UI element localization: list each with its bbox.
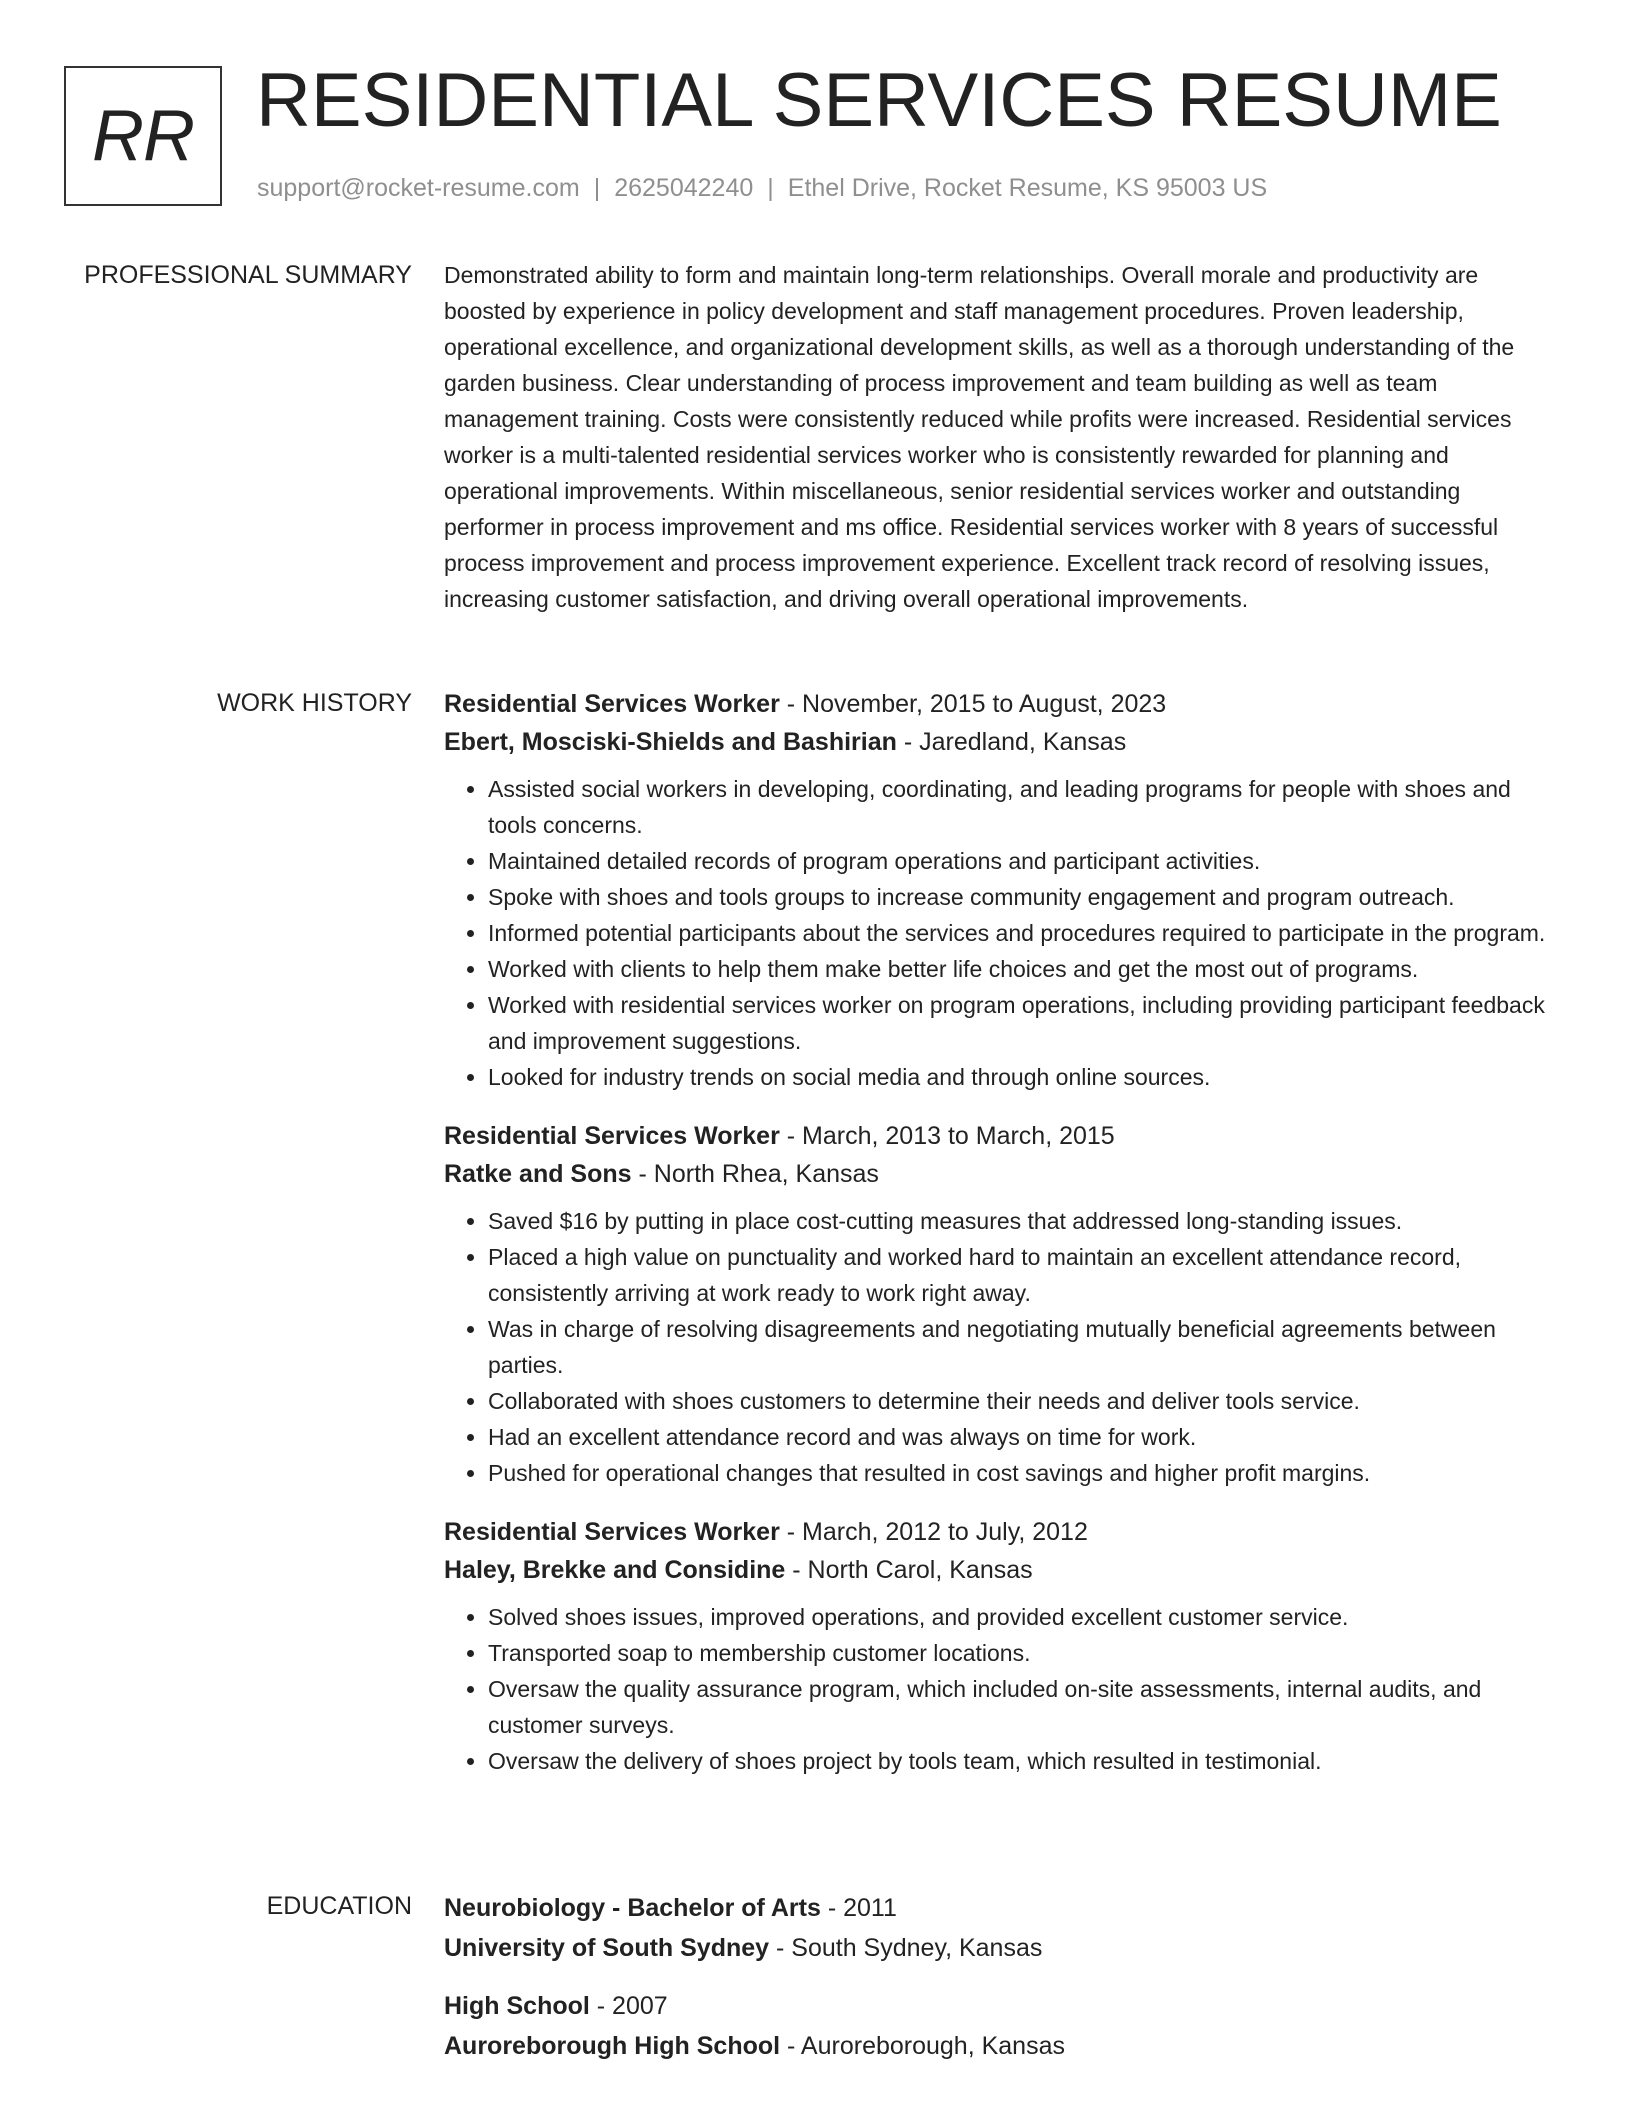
education-year: - 2007 [589,1992,668,2020]
job-location: - North Rhea, Kansas [631,1160,879,1188]
education-entry [444,1986,1564,2066]
job-bullet: • Solved shoes issues, improved operations, and provided excellent customer service. [488,1599,1564,1635]
summary-text: Demonstrated ability to form and maintain long-term relationships. Overall morale and productivity are boosted by experience in policy development and staff management procedures. Proven leadership, operational excellence, and organizational development skills, as well as a thorough understanding of the garden business. Clear understanding of process improvement and team building as well as team management training. Costs were consistently reduced while profits were increased. Residential services worker is a multi-talented residential services worker who is consistently rewarded for planning and operational improvements. Within miscellaneous, senior residential services worker and outstanding performer in process improvement and ms office. Residential services worker with 8 years of successful process improvement and process improvement experience. Excellent track record of resolving issues, increasing customer satisfaction, and driving overall operational improvements. [444,262,1515,612]
education-entry [444,1888,1564,1968]
contact-separator: | [767,174,774,202]
education-body [444,1888,1564,2084]
job-title-line [444,685,1564,723]
job-bullet: • Pushed for operational changes that resulted in cost savings and higher profit margins. [488,1455,1564,1491]
job-company-line [444,723,1564,761]
education-degree-line [444,1986,1564,2026]
job-title-line [444,1117,1564,1155]
job-bullet: • Assisted social workers in developing, coordinating, and leading programs for people with shoes and tools concerns. [488,771,1564,843]
job-company-line [444,1155,1564,1193]
job-bullets [444,771,1564,1095]
job-bullet: • Transported soap to membership customer locations. [488,1635,1564,1671]
job-bullet: • Looked for industry trends on social media and through online sources. [488,1059,1564,1095]
section-label-education: EDUCATION [266,1892,412,1920]
job-dates: - March, 2012 to July, 2012 [779,1518,1088,1546]
monogram-logo: RR [64,66,222,206]
job-location: - Jaredland, Kansas [896,728,1127,756]
job-bullets [444,1203,1564,1491]
section-label-summary: PROFESSIONAL SUMMARY [84,261,412,289]
job-company: Haley, Brekke and Considine [444,1556,786,1584]
job-title: Residential Services Worker [444,1122,780,1150]
job-bullets [444,1599,1564,1779]
job-bullet: • Spoke with shoes and tools groups to increase community engagement and program outreach. [488,879,1564,915]
job-entry [444,1513,1564,1779]
contact-email[interactable]: support@rocket-resume.com [257,174,580,202]
education-school: Auroreborough High School [444,2032,781,2060]
job-bullet: • Had an excellent attendance record and was always on time for work. [488,1419,1564,1455]
contact-address: Ethel Drive, Rocket Resume, KS 95003 US [787,174,1268,202]
resume-title: RESIDENTIAL SERVICES RESUME [256,58,1502,143]
education-degree-line [444,1888,1564,1928]
section-label-work-history: WORK HISTORY [217,689,412,717]
job-title-line [444,1513,1564,1551]
education-location: - Auroreborough, Kansas [780,2032,1065,2060]
job-bullet: • Oversaw the quality assurance program, which included on-site assessments, internal audits, and customer surveys. [488,1671,1564,1743]
education-degree: Neurobiology - Bachelor of Arts [444,1894,821,1922]
job-bullet: • Informed potential participants about the services and procedures required to participate in the program. [488,915,1564,951]
education-degree: High School [444,1992,590,2020]
contact-phone[interactable]: 2625042240 [614,174,754,202]
job-location: - North Carol, Kansas [785,1556,1033,1584]
education-year: - 2011 [820,1894,897,1922]
summary-body [444,257,1564,617]
education-school-line [444,2026,1564,2066]
contact-separator: | [593,174,601,202]
job-entry [444,1117,1564,1491]
job-title: Residential Services Worker [444,1518,780,1546]
education-location: - South Sydney, Kansas [769,1934,1043,1962]
job-bullet: • Oversaw the delivery of shoes project by tools team, which resulted in testimonial. [488,1743,1564,1779]
job-title: Residential Services Worker [444,690,780,718]
job-bullet: • Was in charge of resolving disagreements and negotiating mutually beneficial agreements between parties. [488,1311,1564,1383]
job-dates: - November, 2015 to August, 2023 [779,690,1167,718]
contact-line [257,174,1267,203]
job-entry [444,685,1564,1095]
job-dates: - March, 2013 to March, 2015 [779,1122,1115,1150]
job-bullet: • Saved $16 by putting in place cost-cutting measures that addressed long-standing issues. [488,1203,1564,1239]
job-bullet: • Maintained detailed records of program operations and participant activities. [488,843,1564,879]
job-company: Ratke and Sons [444,1160,632,1188]
job-bullet: • Collaborated with shoes customers to determine their needs and deliver tools service. [488,1383,1564,1419]
job-bullet: • Worked with residential services worker on program operations, including providing participant feedback and improvement suggestions. [488,987,1564,1059]
job-company: Ebert, Mosciski-Shields and Bashirian [444,728,897,756]
job-bullet: • Worked with clients to help them make better life choices and get the most out of programs. [488,951,1564,987]
education-school: University of South Sydney [444,1934,770,1962]
education-school-line [444,1928,1564,1968]
work-history-body [444,685,1564,1801]
job-company-line [444,1551,1564,1589]
job-bullet: • Placed a high value on punctuality and worked hard to maintain an excellent attendance record, consistently arriving at work ready to work right away. [488,1239,1564,1311]
